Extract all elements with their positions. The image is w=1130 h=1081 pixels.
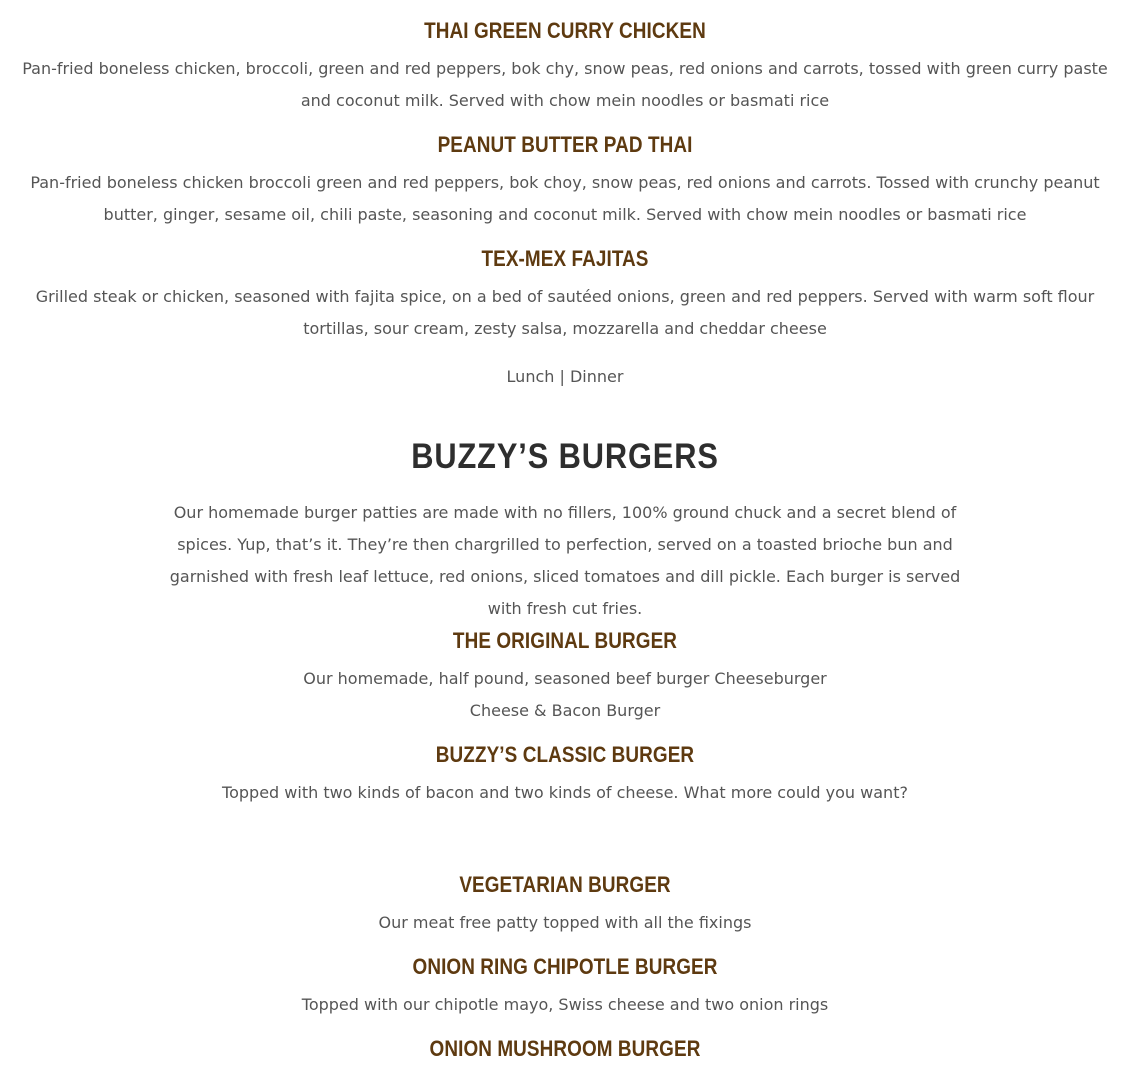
menu-item-title: TEX-MEX FAJITAS [481,246,649,271]
menu-item-description: Pan-fried boneless chicken, broccoli, green and red peppers, bok chy, snow peas, red onions and carrots, tossed with green curry paste and coconut milk. Served with chow mein noodles or basmati rice [22,59,1108,110]
menu-item-title: VEGETARIAN BURGER [459,872,671,897]
meal-times-label: Lunch | Dinner [506,367,624,386]
menu-item-title: ONION MUSHROOM BURGER [429,1036,701,1061]
menu-item-description: Topped with our chipotle mayo, Swiss cheese and two onion rings [301,995,829,1014]
menu-item-title: ONION RING CHIPOTLE BURGER [412,954,718,979]
menu-item-title: BUZZY’S CLASSIC BURGER [435,742,695,767]
menu-item-title: THE ORIGINAL BURGER [452,628,678,653]
menu-item-title: PEANUT BUTTER PAD THAI [437,132,693,157]
menu-item-description: Grilled steak or chicken, seasoned with fajita spice, on a bed of sautéed onions, green and red peppers. Served with warm soft flour tortillas, sour cream, zesty salsa, mozzarella and cheddar cheese [35,287,1095,338]
menu-item-description: Our homemade, half pound, seasoned beef burger Cheeseburger [303,669,827,688]
menu-item-description: Pan-fried boneless chicken broccoli green and red peppers, bok choy, snow peas, red onions and carrots. Tossed with crunchy peanut butter, ginger, sesame oil, chili paste, seasoning and coconut milk. Served with chow mein noodles or basmati rice [30,173,1100,224]
section-intro: Our homemade burger patties are made with no fillers, 100% ground chuck and a secret blend of spices. Yup, that’s it. They’re then chargrilled to perfection, served on a toasted brioche bun and garnished with fresh leaf lettuce, red onions, sliced tomatoes and dill pickle. Each burger is served with fresh cut fries. [169,503,961,618]
menu-item-description: Our meat free patty topped with all the fixings [378,913,752,932]
menu-item-description: Cheese & Bacon Burger [469,701,661,720]
section-heading: BUZZY’S BURGERS [411,437,719,476]
menu-item-description: Topped with two kinds of bacon and two kinds of cheese. What more could you want? [222,783,908,802]
menu-item-title: THAI GREEN CURRY CHICKEN [424,18,706,43]
